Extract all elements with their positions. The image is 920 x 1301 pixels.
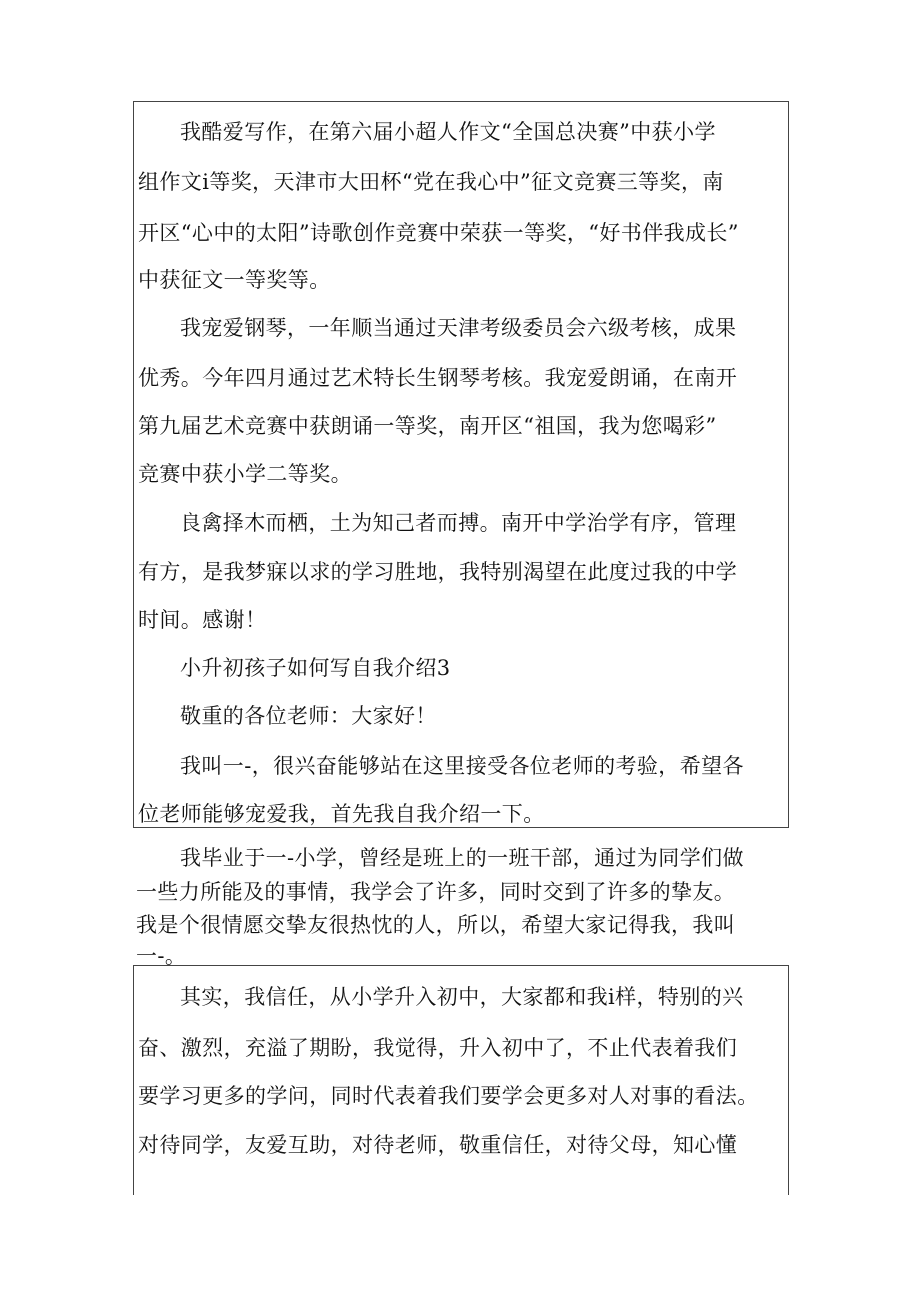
- greeting-line: 敬重的各位老师：大家好！: [180, 704, 437, 728]
- paragraph-line: 我毕业于一-小学，曾经是班上的一班干部，通过为同学们做: [180, 846, 744, 870]
- paragraph-line: 其实，我信任，从小学升入初中，大家都和我i样，特别的兴: [180, 985, 744, 1009]
- paragraph-line: 优秀。今年四月通过艺术特长生钢琴考核。我宠爱朗诵，在南开: [138, 366, 738, 390]
- paragraph-line: 对待同学，友爱互助，对待老师，敬重信任，对待父母，知心懂: [138, 1133, 738, 1157]
- paragraph-line: 一些力所能及的事情，我学会了许多，同时交到了许多的挚友。: [136, 880, 736, 904]
- paragraph-line: 一-。: [136, 944, 187, 968]
- text-box-1: [133, 101, 789, 828]
- paragraph-line: 位老师能够宠爱我，首先我自我介绍一下。: [138, 802, 545, 826]
- paragraph-line: 时间。感谢！: [138, 608, 267, 632]
- paragraph-line: 我宠爱钢琴，一年顺当通过天津考级委员会六级考核，成果: [180, 316, 737, 340]
- paragraph-line: 中获征文一等奖等。: [138, 268, 331, 292]
- paragraph-line: 有方，是我梦寐以求的学习胜地，我特别渴望在此度过我的中学: [138, 560, 738, 584]
- paragraph-line: 要学习更多的学问，同时代表着我们要学会更多对人对事的看法。: [138, 1084, 759, 1108]
- paragraph-line: 良禽择木而栖，土为知己者而搏。南开中学治学有序，管理: [180, 511, 737, 535]
- section-heading: 小升初孩子如何写自我介绍3: [180, 656, 451, 680]
- paragraph-line: 我是个很情愿交挚友很热忱的人，所以，希望大家记得我，我叫: [136, 913, 736, 937]
- paragraph-line: 奋、激烈，充溢了期盼，我觉得，升入初中了，不止代表着我们: [138, 1036, 738, 1060]
- paragraph-line: 开区“心中的太阳”诗歌创作竞赛中荣获一等奖，“好书伴我成长”: [138, 221, 739, 245]
- paragraph-line: 组作文i等奖，天津市大田杯“党在我心中”征文竞赛三等奖，南: [138, 170, 724, 194]
- paragraph-line: 我叫一-，很兴奋能够站在这里接受各位老师的考验，希望各: [180, 754, 744, 778]
- paragraph-line: 我酷爱写作，在第六届小超人作文“全国总决赛”中获小学: [180, 120, 716, 144]
- paragraph-line: 第九届艺术竞赛中获朗诵一等奖，南开区“祖国，我为您喝彩”: [138, 414, 717, 438]
- text-box-2: [133, 965, 789, 1195]
- paragraph-line: 竞赛中获小学二等奖。: [138, 462, 352, 486]
